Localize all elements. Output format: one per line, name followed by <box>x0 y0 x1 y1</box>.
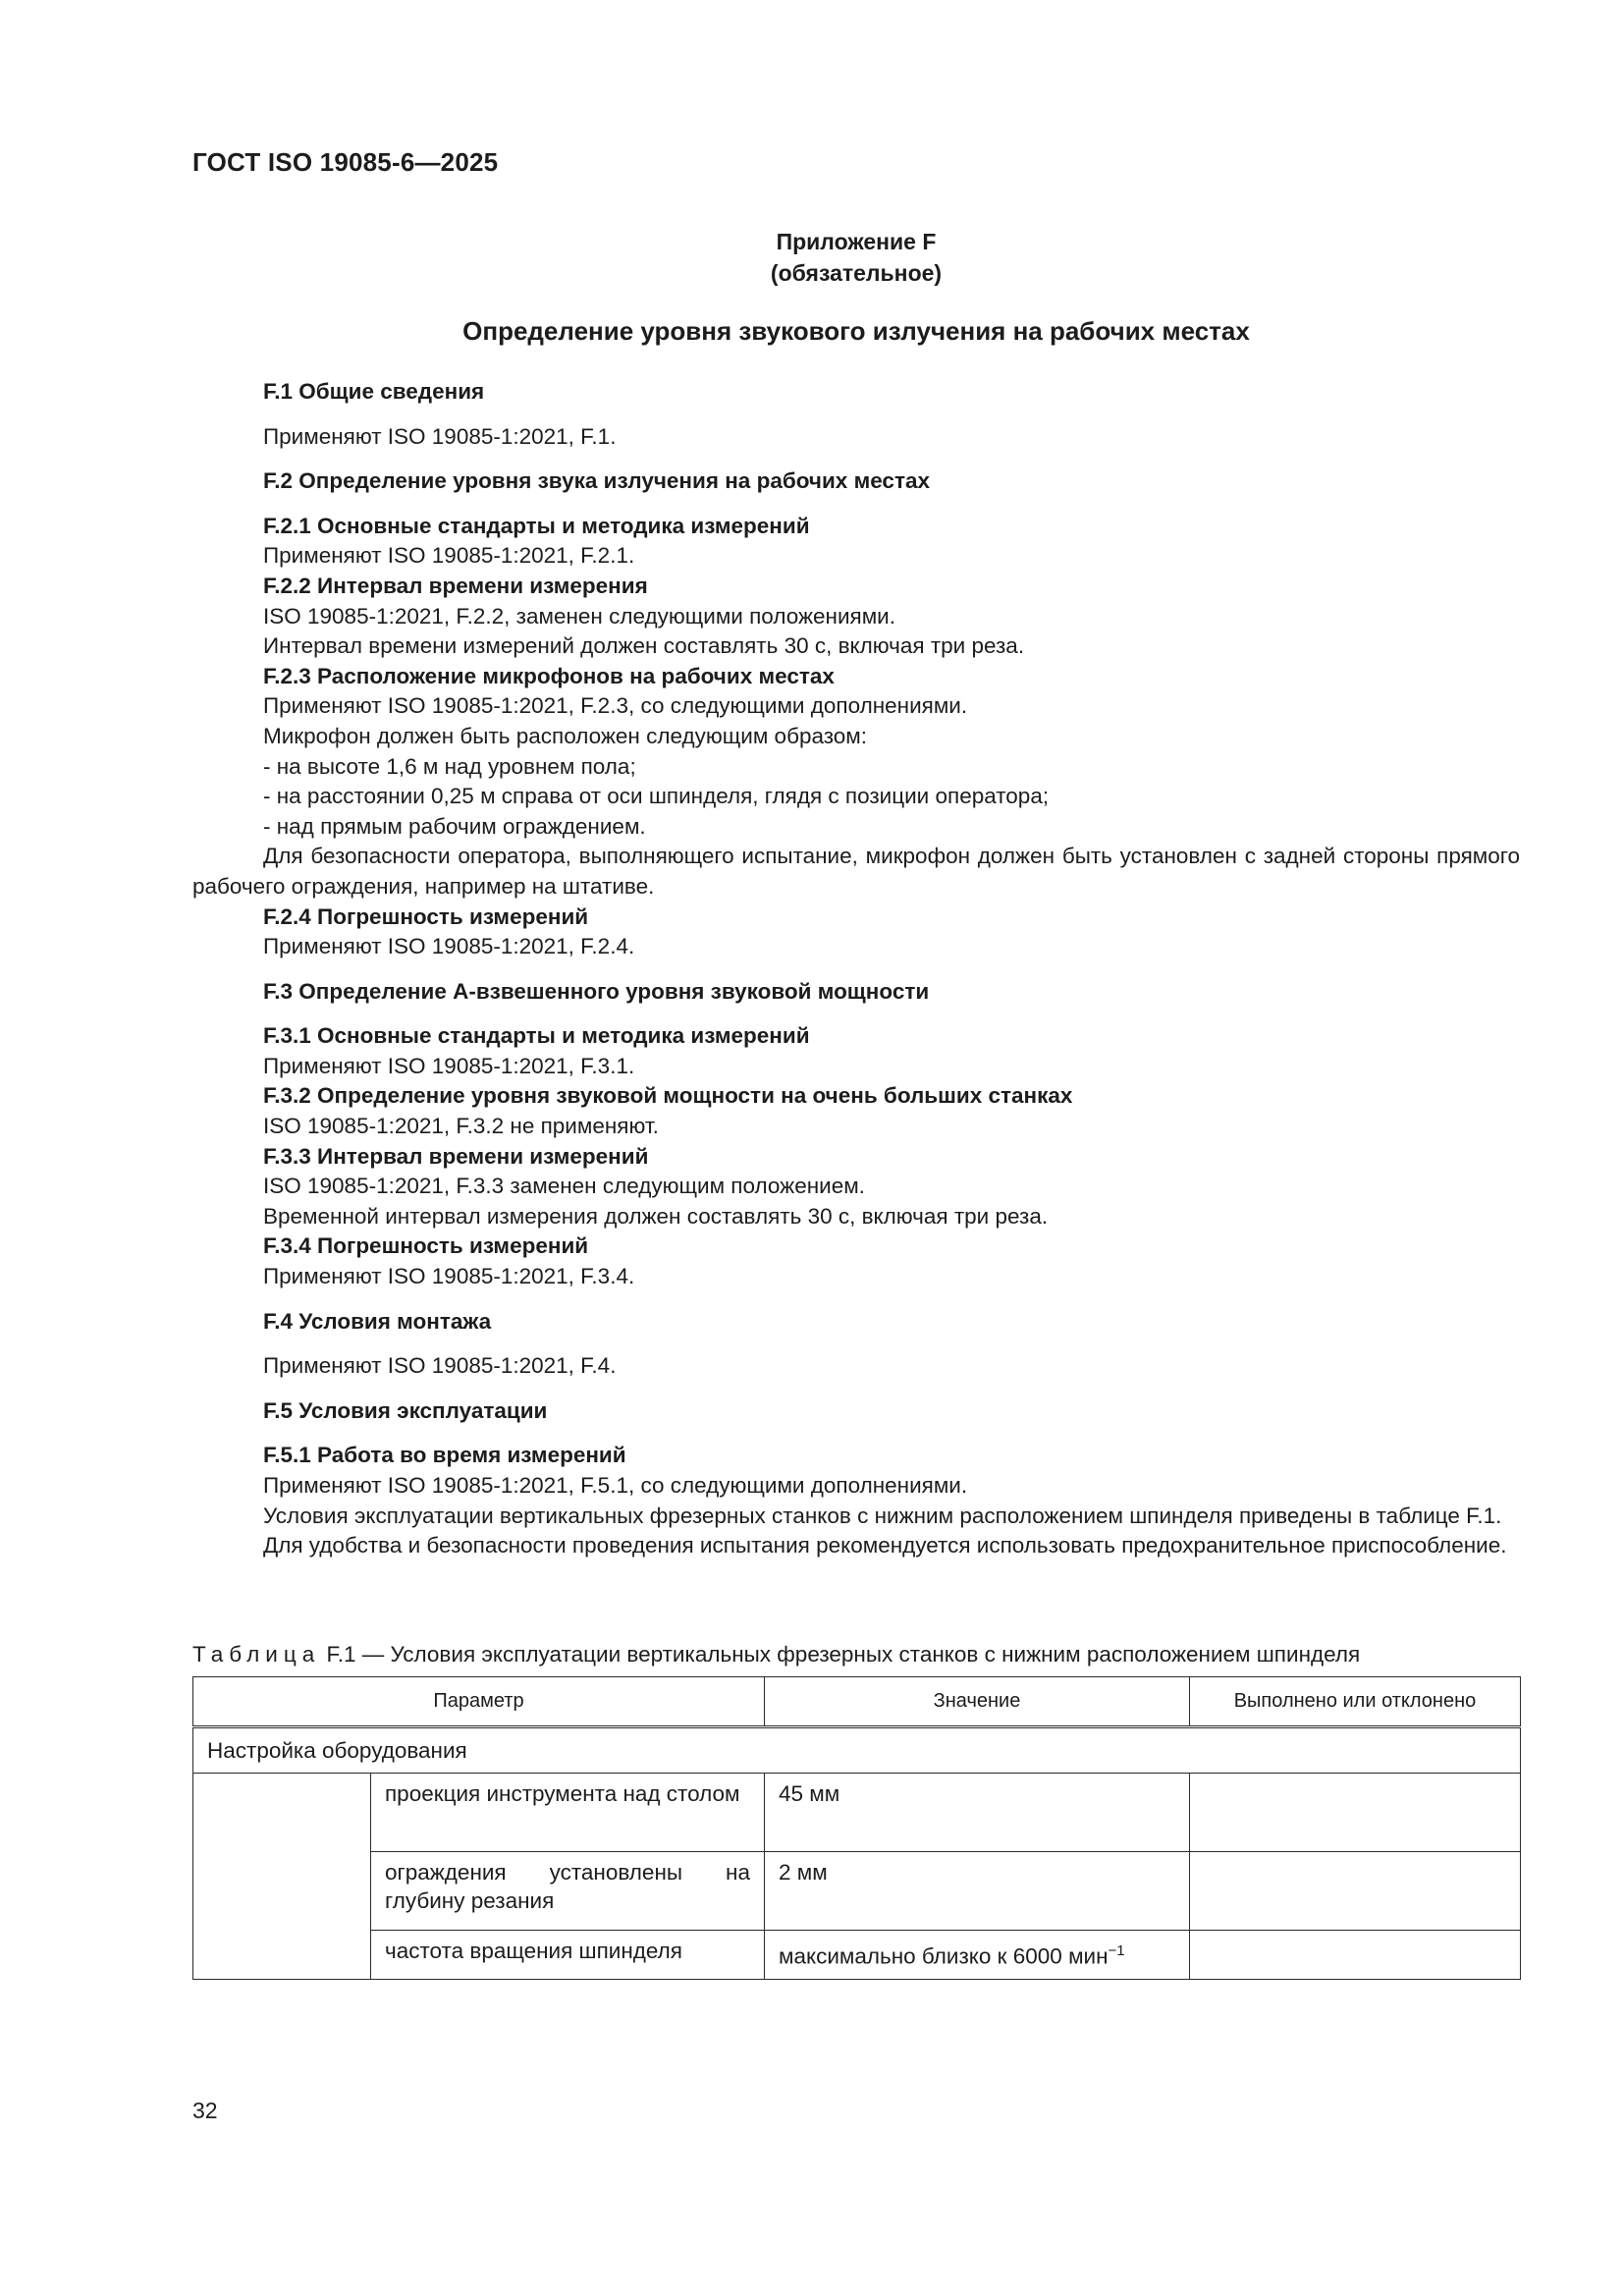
section-heading-f4: F.4 Условия монтажа <box>263 1308 492 1334</box>
table-caption-text: F.1 — Условия эксплуатации вертикальных фрезерных станков с нижним расположением шпинделя <box>320 1642 1361 1667</box>
page-number: 32 <box>192 2098 218 2123</box>
section-heading-f5: F.5 Условия эксплуатации <box>263 1397 548 1423</box>
value-text: максимально близко к 6000 мин <box>779 1943 1109 1969</box>
subsection-heading-f34: F.3.4 Погрешность измерений <box>263 1233 589 1259</box>
subsection-heading-f33: F.3.3 Интервал времени измерений <box>263 1143 649 1169</box>
paragraph: ISO 19085-1:2021, F.2.2, заменен следующими положениями. <box>263 603 895 629</box>
document-body <box>192 377 1520 1561</box>
subsection-heading-f51: F.5.1 Работа во время измерений <box>263 1443 626 1468</box>
paragraph: Применяют ISO 19085-1:2021, F.3.1. <box>263 1053 635 1078</box>
paragraph: Интервал времени измерений должен составлять 30 с, включая три реза. <box>263 633 1025 659</box>
empty-cell <box>193 1774 371 1980</box>
paragraph: Применяют ISO 19085-1:2021, F.2.3, со следующими дополнениями. <box>263 693 968 719</box>
table-caption-label: Таблица <box>192 1642 321 1667</box>
paragraph: Для безопасности оператора, выполняющего испытание, микрофон должен быть установлен с задней стороны прямого рабочего ограждения, например на штативе. <box>192 844 1520 899</box>
subsection-heading-f22: F.2.2 Интервал времени измерения <box>263 573 648 598</box>
column-header-parameter: Параметр <box>193 1677 765 1727</box>
annex-heading: Определение уровня звукового излучения на рабочих местах <box>462 316 1250 346</box>
paragraph: Условия эксплуатации вертикальных фрезерных станков с нижним расположением шпинделя приведены в таблице F.1. <box>263 1503 1502 1528</box>
paragraph: Применяют ISO 19085-1:2021, F.2.4. <box>263 934 635 959</box>
table-caption <box>192 1640 1520 1669</box>
value-cell <box>765 1931 1190 1980</box>
table-row <box>193 1774 1521 1852</box>
operating-conditions-table <box>192 1676 1521 1980</box>
paragraph: Применяют ISO 19085-1:2021, F.3.4. <box>263 1264 635 1289</box>
subsection-heading-f21: F.2.1 Основные стандарты и методика измерений <box>263 513 810 538</box>
paragraph: Временной интервал измерения должен составлять 30 с, включая три реза. <box>263 1203 1049 1229</box>
subsection-heading-f31: F.3.1 Основные стандарты и методика измерений <box>263 1023 810 1049</box>
paragraph: Применяют ISO 19085-1:2021, F.2.1. <box>263 543 635 569</box>
table-header-row <box>193 1677 1521 1727</box>
section-heading-f1: F.1 Общие сведения <box>263 379 485 404</box>
paragraph: ISO 19085-1:2021, F.3.3 заменен следующим положением. <box>263 1174 865 1199</box>
paragraph: Применяют ISO 19085-1:2021, F.5.1, со следующими дополнениями. <box>263 1473 968 1498</box>
value-superscript: −1 <box>1108 1942 1125 1959</box>
value-cell: 2 мм <box>765 1852 1190 1931</box>
annex-status: (обязательное) <box>770 260 943 286</box>
list-item: - на расстоянии 0,25 м справа от оси шпинделя, глядя с позиции оператора; <box>263 784 1050 809</box>
result-cell <box>1190 1852 1521 1931</box>
list-item: - над прямым рабочим ограждением. <box>263 813 646 839</box>
param-cell: ограждения установлены на глубину резания <box>371 1852 765 1931</box>
value-cell: 45 мм <box>765 1774 1190 1852</box>
section-heading-f2: F.2 Определение уровня звука излучения на рабочих местах <box>263 468 930 494</box>
document-header: ГОСТ ISO 19085-6—2025 <box>192 147 499 177</box>
table-row <box>193 1852 1521 1931</box>
subsection-heading-f24: F.2.4 Погрешность измерений <box>263 903 589 929</box>
paragraph: Микрофон должен быть расположен следующим образом: <box>263 723 868 748</box>
paragraph: ISO 19085-1:2021, F.3.2 не применяют. <box>263 1114 659 1139</box>
result-cell <box>1190 1931 1521 1980</box>
column-header-value: Значение <box>765 1677 1190 1727</box>
table-group-row <box>193 1727 1521 1774</box>
paragraph: Применяют ISO 19085-1:2021, F.4. <box>263 1353 617 1379</box>
annex-block <box>192 226 1520 289</box>
param-cell: частота вращения шпинделя <box>371 1931 765 1980</box>
paragraph: Применяют ISO 19085-1:2021, F.1. <box>263 423 617 449</box>
section-heading-f3: F.3 Определение А-взвешенного уровня звуковой мощности <box>263 978 930 1004</box>
column-header-result: Выполнено или отклонено <box>1190 1677 1521 1727</box>
paragraph: Для удобства и безопасности проведения испытания рекомендуется использовать предохранительное приспособление. <box>263 1533 1507 1558</box>
annex-label: Приложение F <box>776 229 937 254</box>
group-label: Настройка оборудования <box>193 1727 1521 1774</box>
result-cell <box>1190 1774 1521 1852</box>
subsection-heading-f23: F.2.3 Расположение микрофонов на рабочих местах <box>263 663 835 688</box>
table-row <box>193 1931 1521 1980</box>
subsection-heading-f32: F.3.2 Определение уровня звуковой мощности на очень больших станках <box>263 1083 1073 1109</box>
list-item: - на высоте 1,6 м над уровнем пола; <box>263 753 636 779</box>
param-cell: проекция инструмента над столом <box>371 1774 765 1852</box>
